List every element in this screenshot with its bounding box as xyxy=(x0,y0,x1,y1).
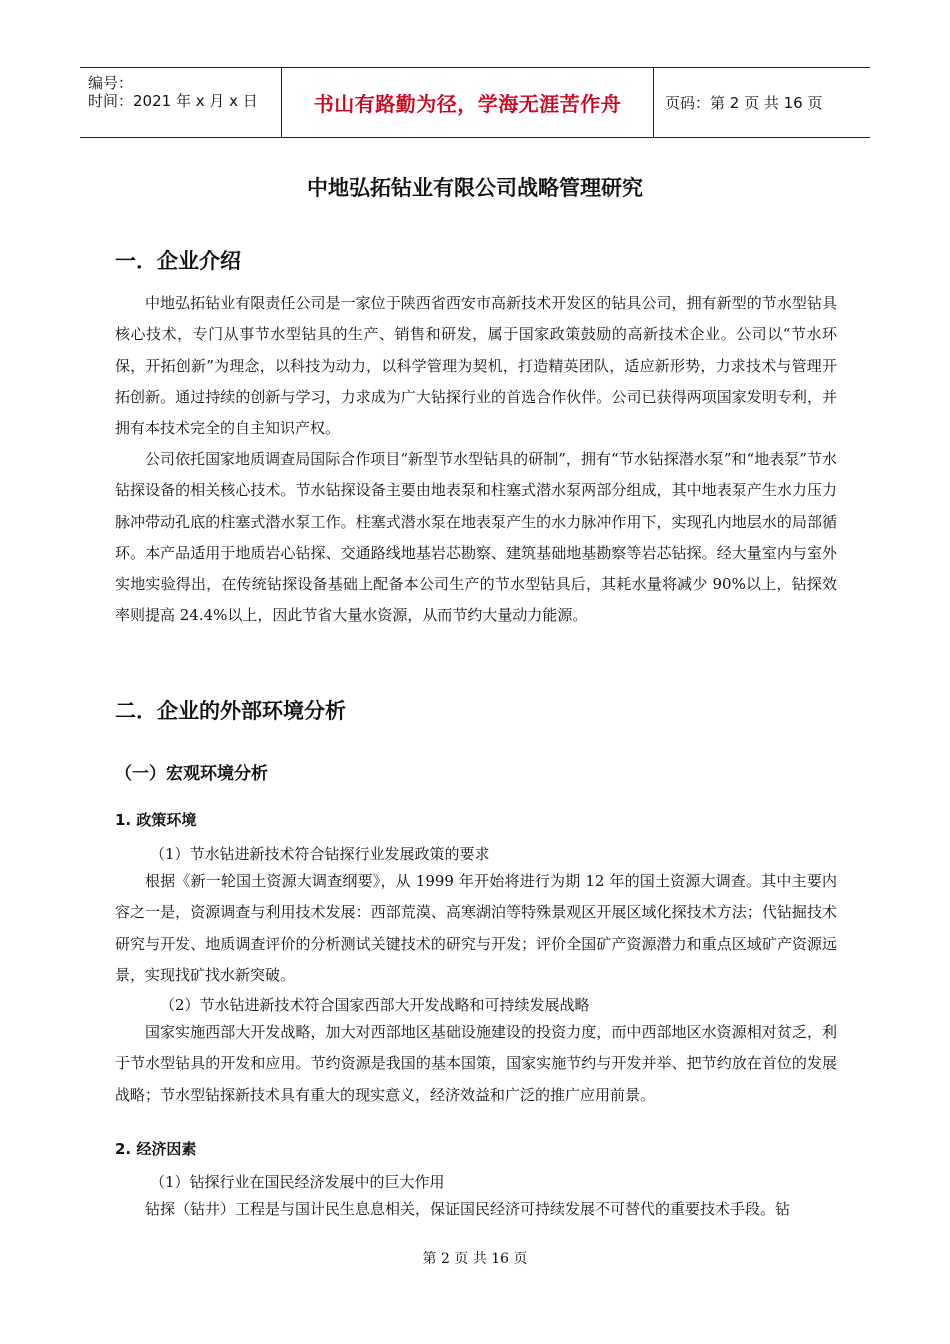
subsection-heading-macro: （一）宏观环境分析 xyxy=(115,764,268,784)
policy-item-1: （1）节水钻进新技术符合钻探行业发展政策的要求 xyxy=(150,845,490,863)
section-heading-intro: 一．企业介绍 xyxy=(115,249,241,273)
policy-item-2: （2）节水钻进新技术符合国家西部大开发战略和可持续发展战略 xyxy=(160,996,590,1014)
policy-paragraph-1: 根据《新一轮国土资源大调查纲要》，从 1999 年开始将进行为期 12 年的国土资源大调查。其中主要内容之一是，资源调查与利用技术发展：西部荒漠、高寒湖泊等特殊景观区开展区域化探技术方法；代钻掘技术研究与开发、地质调查评价的分析测试关键技术的研究与开发；评价全国矿产资源潜力和重点区域矿产资源远景，实现找矿找水新突破。 xyxy=(115,872,837,984)
motto-text: 书山有路勤为径，学海无涯苦作舟 xyxy=(313,92,622,116)
section-heading-external: 二．企业的外部环境分析 xyxy=(115,699,346,723)
policy-paragraph-2: 国家实施西部大开发战略，加大对西部地区基础设施建设的投资力度，而中西部地区水资源相对贫乏，利于节水型钻具的开发和应用。节约资源是我国的基本国策，国家实施节约与开发并举、把节约放在首位的发展战略；节水型钻探新技术具有重大的现实意义，经济效益和广泛的推广应用前景。 xyxy=(115,1023,837,1104)
intro-paragraph-1: 中地弘拓钻业有限责任公司是一家位于陕西省西安市高新技术开发区的钻具公司，拥有新型的节水型钻具核心技术，专门从事节水型钻具的生产、销售和研发，属于国家政策鼓励的高新技术企业。公司以“节水环保，开拓创新”为理念，以科技为动力，以科学管理为契机，打造精英团队，适应新形势，力求技术与管理开拓创新。通过持续的创新与学习，力求成为广大钻探行业的首选合作伙伴。公司已获得两项国家发明专利，并拥有本技术完全的自主知识产权。 xyxy=(115,294,837,438)
header-motto-cell xyxy=(282,68,654,137)
heading-policy: 1. 政策环境 xyxy=(115,811,197,829)
intro-paragraph-2: 公司依托国家地质调查局国际合作项目“新型节水型钻具的研制”，拥有“节水钻探潜水泵”和“地表泵”节水钻探设备的相关核心技术。节水钻探设备主要由地表泵和柱塞式潜水泵两部分组成，其中地表泵产生水力压力脉冲带动孔底的柱塞式潜水泵工作。柱塞式潜水泵在地表泵产生的水力脉冲作用下，实现孔内地层水的局部循环。本产品适用于地质岩心钻探、交通路线地基岩芯勘察、建筑基础地基勘察等岩芯钻探。经大量室内与室外实地实验得出，在传统钻探设备基础上配备本公司生产的节水型钻具后，其耗水量将减少 90%以上，钻探效率则提高 24.4%以上，因此节省大量水资源，从而节约大量动力能源。 xyxy=(115,450,837,625)
doc-time-label: 时间：2021 年 x 月 x 日 xyxy=(88,92,258,110)
header-page-cell xyxy=(655,68,870,137)
page-footer: 第 2 页 共 16 页 xyxy=(422,1251,528,1267)
economy-item-1: （1）钻探行业在国民经济发展中的巨大作用 xyxy=(150,1173,445,1191)
page-code: 页码：第 2 页 共 16 页 xyxy=(665,94,823,112)
heading-economy: 2. 经济因素 xyxy=(115,1140,197,1158)
header-meta-cell xyxy=(80,68,282,137)
document-title: 中地弘拓钻业有限公司战略管理研究 xyxy=(307,176,643,200)
document-header-table xyxy=(80,67,870,138)
economy-paragraph-1: 钻探（钻井）工程是与国计民生息息相关，保证国民经济可持续发展不可替代的重要技术手段。钻 xyxy=(145,1200,791,1218)
doc-number-label: 编号： xyxy=(88,74,134,92)
